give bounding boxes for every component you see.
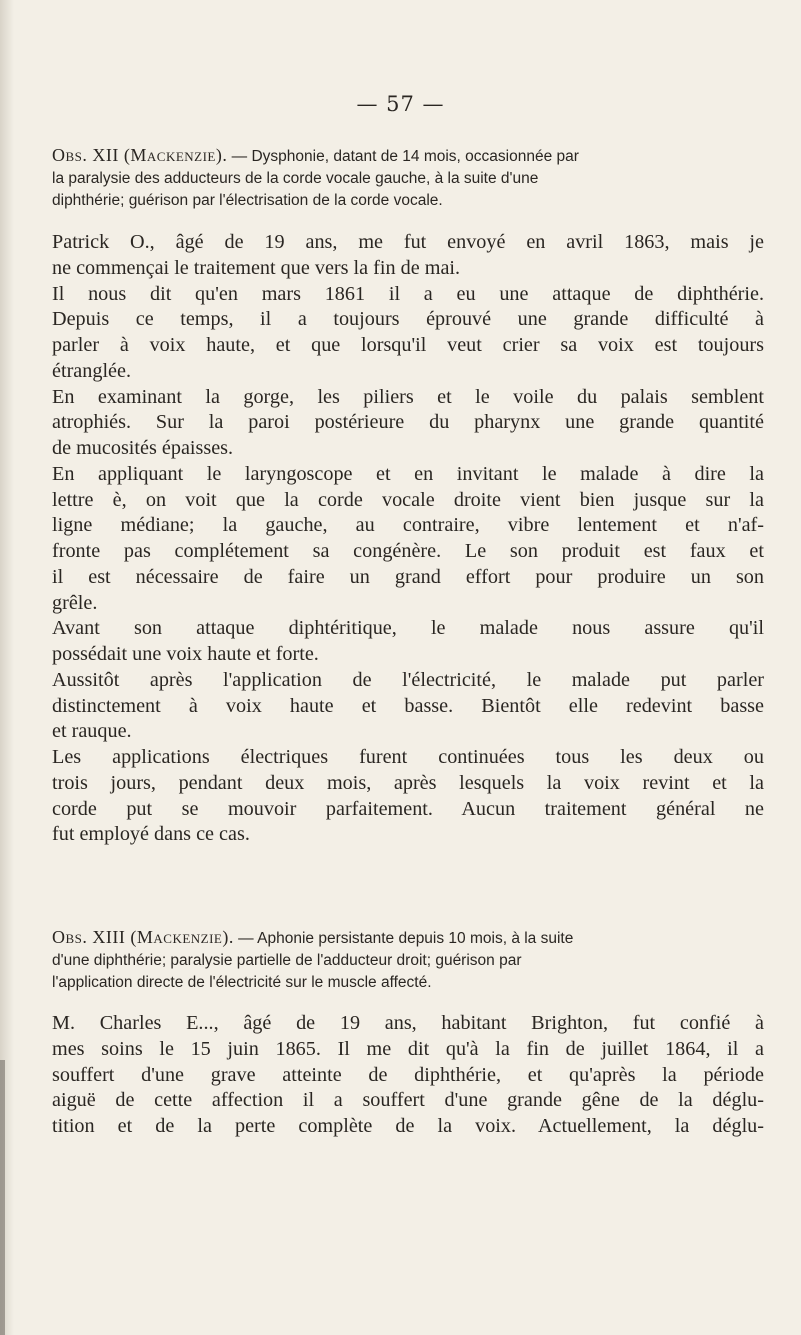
paragraph-7-line: Les applications électriques furent continuées tous les deux ou [52, 746, 764, 768]
paragraph-3-line: de mucosités épaisses. [52, 437, 234, 459]
paragraph-8-line: M. Charles E..., âgé de 19 ans, habitant Brighton, fut confié à [52, 1012, 764, 1034]
observation-12-title: Obs. XII (Mackenzie). [52, 145, 228, 165]
observation-12-summary [52, 144, 760, 212]
paragraph-8-line: aiguë de cette affection il a souffert d'une grande gêne de la déglu- [52, 1089, 764, 1112]
paragraph-2-line: parler à voix haute, et que lorsqu'il veut crier sa voix est toujours [52, 334, 764, 356]
paragraph-2-line: étranglée. [52, 359, 132, 382]
observation-12-line-3: diphthérie; guérison par l'électrisation de la corde vocale. [52, 192, 443, 209]
paragraph-1-line: Patrick O., âgé de 19 ans, me fut envoyé en avril 1863, mais je [52, 231, 764, 253]
paragraph-3-line: En examinant la gorge, les piliers et le voile du palais semblent [52, 385, 764, 408]
paragraph-7-line: trois jours, pendant deux mois, après lesquels la voix revint et la [52, 771, 764, 794]
observation-13-title: Obs. XIII (Mackenzie). [52, 927, 234, 947]
page-number: — 57 — [356, 92, 445, 116]
paragraph-2-line: Depuis ce temps, il a toujours éprouvé une grande difficulté à [52, 308, 764, 331]
paragraph-7-line: corde put se mouvoir parfaitement. Aucun traitement général ne [52, 797, 764, 820]
paragraph-4-line: il est nécessaire de faire un grand effort pour produire un son [52, 565, 764, 588]
paragraph-1-line: ne commençai le traitement que vers la fin de mai. [52, 256, 461, 279]
paragraph-8-line: tition et de la perte complète de la voix. Actuellement, la déglu- [52, 1115, 764, 1137]
observation-13-line-2: d'une diphthérie; paralysie partielle de l'adducteur droit; guérison par [52, 952, 522, 969]
observation-13-summary [52, 926, 760, 994]
paragraph-4-line: En appliquant le laryngoscope et en invitant le malade à dire la [52, 462, 764, 485]
paragraph-4-line: lettre è, on voit que la corde vocale droite vient bien jusque sur la [52, 488, 764, 511]
paragraph-4-line: fronte pas complétement sa congénère. Le son produit est faux et [52, 540, 764, 562]
paragraph-2-line: Il nous dit qu'en mars 1861 il a eu une attaque de diphthérie. [52, 282, 764, 305]
paragraph-7-line: fut employé dans ce cas. [52, 823, 250, 846]
paragraph-8-line: mes soins le 15 juin 1865. Il me dit qu'à la fin de juillet 1864, il a [52, 1037, 764, 1060]
observation-12-line-2: la paralysie des adducteurs de la corde vocale gauche, à la suite d'une [52, 170, 539, 187]
paragraph-5-line: possédait une voix haute et forte. [52, 643, 319, 665]
paragraph-4-line: ligne médiane; la gauche, au contraire, vibre lentement et n'af- [52, 514, 764, 537]
paragraph-5-line: Avant son attaque diphtéritique, le malade nous assure qu'il [52, 617, 764, 640]
paragraph-6-line: Aussitôt après l'application de l'électricité, le malade put parler [52, 668, 764, 691]
paragraph-8-line: souffert d'une grave atteinte de diphthérie, et qu'après la période [52, 1063, 764, 1086]
observation-13-line-1: Obs. XIII (Mackenzie). — Aphonie persistante depuis 10 mois, à la suite [52, 927, 574, 947]
observation-12-line-1: Obs. XII (Mackenzie). — Dysphonie, datant de 14 mois, occasionnée par [52, 145, 579, 165]
observation-13-body [52, 1011, 764, 1140]
page-edge-dark-strip [0, 1060, 5, 1335]
paragraph-6-line: distinctement à voix haute et basse. Bientôt elle redevint basse [52, 694, 764, 717]
paragraph-6-line: et rauque. [52, 720, 132, 743]
paragraph-3-line: atrophiés. Sur la paroi postérieure du pharynx une grande quantité [52, 411, 764, 434]
paragraph-4-line: grêle. [52, 591, 98, 614]
observation-13-line-3: l'application directe de l'électricité sur le muscle affecté. [52, 974, 432, 991]
observation-12-body [52, 230, 764, 848]
